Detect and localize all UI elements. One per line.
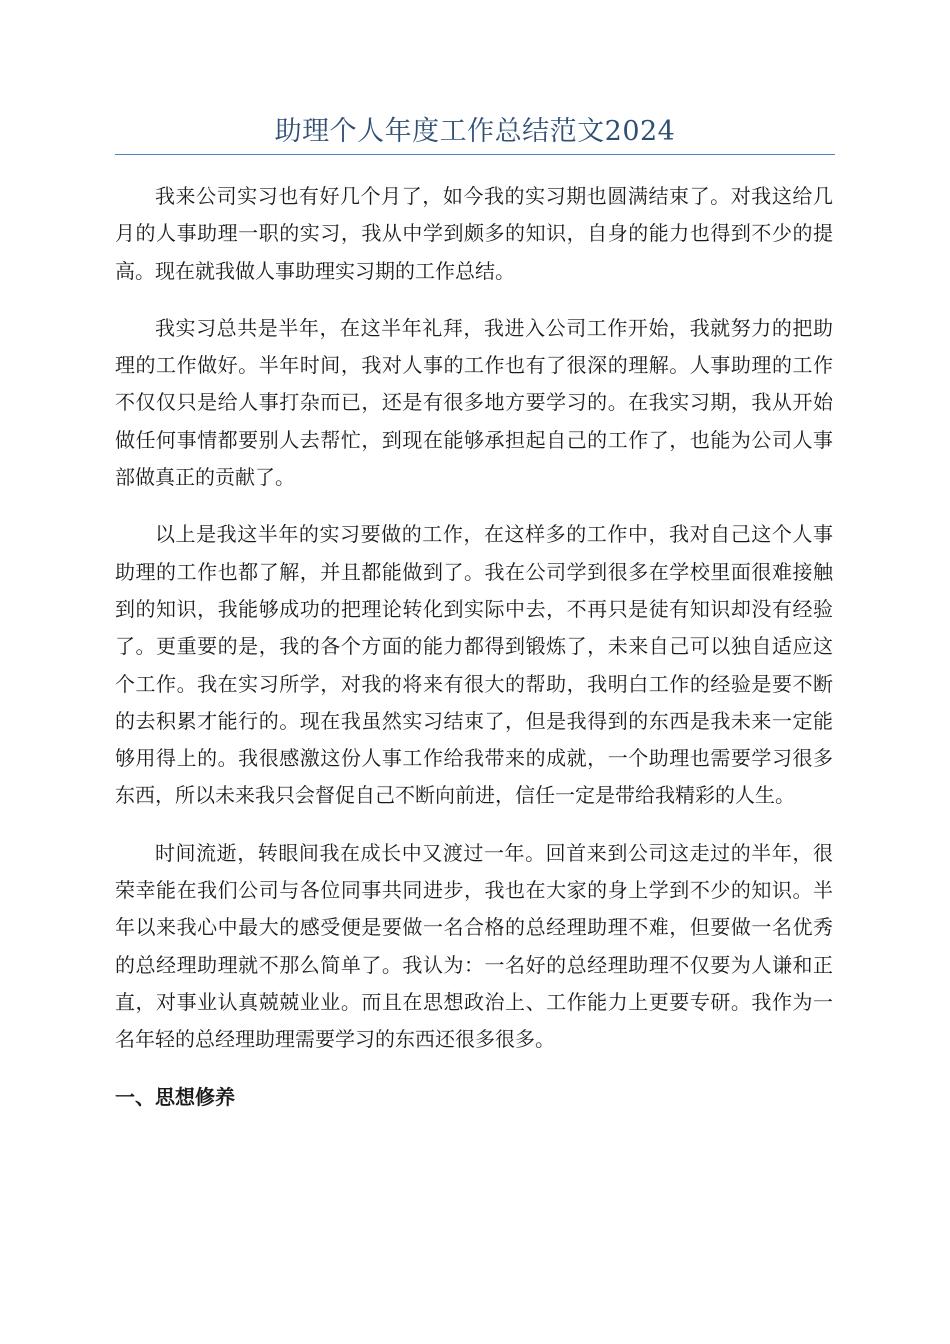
document-body bbox=[115, 178, 833, 1116]
document-title: 助理个人年度工作总结范文2024 bbox=[274, 116, 676, 147]
title-underline bbox=[115, 154, 835, 155]
paragraph-2: 我实习总共是半年，在这半年礼拜，我进入公司工作开始，我就努力的把助理的工作做好。半年时间，我对人事的工作也有了很深的理解。人事助理的工作不仅仅只是给人事打杂而已，还是有很多地方要学习的。在我实习期，我从开始做任何事情都要别人去帮忙，到现在能够承担起自己的工作了，也能为公司人事部做真正的贡献了。 bbox=[115, 315, 833, 490]
paragraph-3: 以上是我这半年的实习要做的工作，在这样多的工作中，我对自己这个人事助理的工作也都了解，并且都能做到了。我在公司学到很多在学校里面很难接触到的知识，我能够成功的把理论转化到实际中去，不再只是徒有知识却没有经验了。更重要的是，我的各个方面的能力都得到锻炼了，未来自己可以独自适应这个工作。我在实习所学，对我的将来有很大的帮助，我明白工作的经验是要不断的去积累才能行的。现在我虽然实习结束了，但是我得到的东西是我未来一定能够用得上的。我很感激这份人事工作给我带来的成就，一个助理也需要学习很多东西，所以未来我只会督促自己不断向前进，信任一定是带给我精彩的人生。 bbox=[115, 522, 833, 808]
section-heading: 一、思想修养 bbox=[115, 1084, 235, 1109]
paragraph-4: 时间流逝，转眼间我在成长中又渡过一年。回首来到公司这走过的半年，很荣幸能在我们公司与各位同事共同进步，我也在大家的身上学到不少的知识。半年以来我心中最大的感受便是要做一名合格的总经理助理不难，但要做一名优秀的总经理助理就不那么简单了。我认为：一名好的总经理助理不仅要为人谦和正直，对事业认真兢兢业业。而且在思想政治上、工作能力上更要专研。我作为一名年轻的总经理助理需要学习的东西还很多很多。 bbox=[115, 840, 833, 1052]
paragraph-1: 我来公司实习也有好几个月了，如今我的实习期也圆满结束了。对我这给几月的人事助理一职的实习，我从中学到颇多的知识，自身的能力也得到不少的提高。现在就我做人事助理实习期的工作总结。 bbox=[115, 184, 833, 283]
